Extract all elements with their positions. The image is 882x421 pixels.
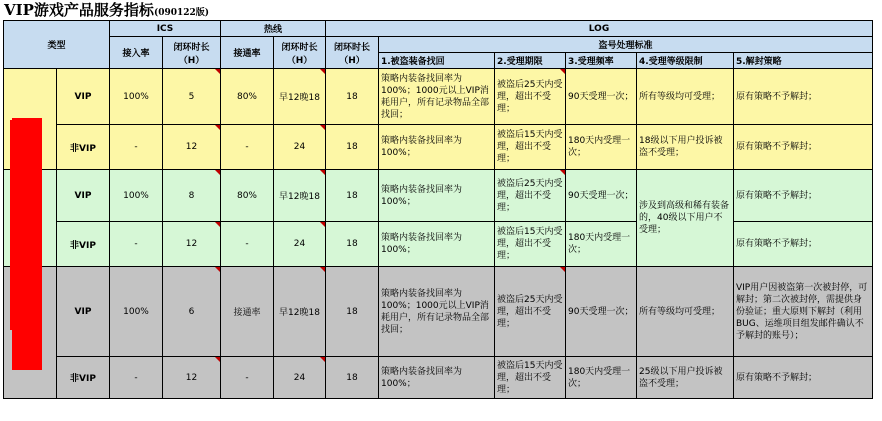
std5-cell: 原有策略不予解封；	[734, 125, 873, 170]
table-row	[4, 125, 873, 170]
std3-cell: 180天内受理一次；	[566, 222, 637, 267]
access-rate-cell: 100%	[110, 170, 163, 222]
std5-cell: 原有策略不予解封；	[734, 222, 873, 267]
header-connect-rate: 接通率	[221, 37, 274, 69]
connect-rate-cell: 80%	[221, 69, 274, 125]
std2-cell: 被盗后25天内受理，超出不受理；	[495, 170, 566, 222]
std3-cell: 180天内受理一次；	[566, 125, 637, 170]
hotline-hours-cell: 早12晚18	[274, 267, 326, 357]
access-rate-cell: -	[110, 125, 163, 170]
header-access-rate: 接入率	[110, 37, 163, 69]
table-row	[4, 170, 873, 222]
hotline-hours-cell: 早12晚18	[274, 170, 326, 222]
ics-hours-cell: 5	[163, 69, 221, 125]
std1-cell: 策略内装备找回率为100%；	[379, 170, 495, 222]
table-row	[4, 222, 873, 267]
log-hours-cell: 18	[326, 222, 379, 267]
header-std3: 3.受理频率	[566, 53, 637, 69]
access-rate-cell: -	[110, 357, 163, 399]
connect-rate-cell: -	[221, 125, 274, 170]
connect-rate-cell: -	[221, 357, 274, 399]
header-std5: 5.解封策略	[734, 53, 873, 69]
header-std4: 4.受理等级限制	[637, 53, 734, 69]
std2-cell: 被盗后15天内受理，超出不受理；	[495, 357, 566, 399]
ics-hours-cell: 12	[163, 125, 221, 170]
header-std2: 2.受理期限	[495, 53, 566, 69]
connect-rate-cell: 接通率	[221, 267, 274, 357]
document-title	[4, 0, 209, 20]
connect-rate-cell: -	[221, 222, 274, 267]
std4-cell: 25级以下用户投诉被盗不受理；	[637, 357, 734, 399]
std5-cell: VIP用户因被盗第一次被封停，可解封；第二次被封停，需提供身份验证；重大原则下解封（利用BUG、运维项目组发邮件确认不予解封的账号）；	[734, 267, 873, 357]
std4-cell: 所有等级均可受理；	[637, 69, 734, 125]
hotline-hours-cell: 早12晚18	[274, 69, 326, 125]
log-hours-cell: 18	[326, 357, 379, 399]
redaction-bar-edge	[10, 120, 13, 330]
log-hours-cell: 18	[326, 125, 379, 170]
std2-cell: 被盗后25天内受理，超出不受理；	[495, 69, 566, 125]
ics-hours-cell: 8	[163, 170, 221, 222]
table-row	[4, 69, 873, 125]
header-hotline: 热线	[221, 21, 326, 37]
title-version: (090122版)	[153, 8, 210, 18]
access-rate-cell: 100%	[110, 69, 163, 125]
connect-rate-cell: 80%	[221, 170, 274, 222]
table-row	[4, 357, 873, 399]
std2-cell: 被盗后15天内受理，超出不受理；	[495, 222, 566, 267]
header-type: 类型	[4, 21, 110, 69]
table-row	[4, 267, 873, 357]
std5-cell: 原有策略不予解封；	[734, 170, 873, 222]
access-rate-cell: 100%	[110, 267, 163, 357]
row-type: VIP	[57, 267, 110, 357]
std4-cell: 涉及到高级和稀有装备的，40级以下用户不受理；	[637, 170, 734, 267]
std2-cell: 被盗后25天内受理，超出不受理；	[495, 267, 566, 357]
std4-cell: 18级以下用户投诉被盗不受理；	[637, 125, 734, 170]
title-text: VIP游戏产品服务指标	[4, 1, 154, 19]
hotline-hours-cell: 24	[274, 357, 326, 399]
header-ics-close-loop: 闭环时长（H）	[163, 37, 221, 69]
std3-cell: 180天内受理一次；	[566, 357, 637, 399]
log-hours-cell: 18	[326, 267, 379, 357]
std2-cell: 被盗后15天内受理，超出不受理；	[495, 125, 566, 170]
std1-cell: 策略内装备找回率为100%；1000元以上VIP消耗用户，所有记录物品全部找回；	[379, 267, 495, 357]
log-hours-cell: 18	[326, 69, 379, 125]
header-log-close-loop: 闭环时长（H）	[326, 37, 379, 69]
std1-cell: 策略内装备找回率为100%；1000元以上VIP消耗用户，所有记录物品全部找回；	[379, 69, 495, 125]
access-rate-cell: -	[110, 222, 163, 267]
std4-cell: 所有等级均可受理；	[637, 267, 734, 357]
std3-cell: 90天受理一次；	[566, 170, 637, 222]
hotline-hours-cell: 24	[274, 222, 326, 267]
std1-cell: 策略内装备找回率为100%；	[379, 222, 495, 267]
log-hours-cell: 18	[326, 170, 379, 222]
service-metrics-table	[3, 20, 873, 399]
ics-hours-cell: 12	[163, 357, 221, 399]
row-type: 非VIP	[57, 357, 110, 399]
row-type: 非VIP	[57, 222, 110, 267]
header-hotline-close-loop: 闭环时长（H）	[274, 37, 326, 69]
row-type: VIP	[57, 170, 110, 222]
std3-cell: 90天受理一次；	[566, 267, 637, 357]
ics-hours-cell: 6	[163, 267, 221, 357]
std5-cell: 原有策略不予解封；	[734, 357, 873, 399]
row-type: VIP	[57, 69, 110, 125]
hotline-hours-cell: 24	[274, 125, 326, 170]
std1-cell: 策略内装备找回率为100%；	[379, 125, 495, 170]
header-theft-standard: 盗号处理标准	[379, 37, 873, 53]
row-type: 非VIP	[57, 125, 110, 170]
redaction-bar	[12, 118, 42, 370]
header-std1: 1.被盗装备找回	[379, 53, 495, 69]
std3-cell: 90天受理一次；	[566, 69, 637, 125]
header-ics: ICS	[110, 21, 221, 37]
ics-hours-cell: 12	[163, 222, 221, 267]
header-log: LOG	[326, 21, 873, 37]
std5-cell: 原有策略不予解封；	[734, 69, 873, 125]
std1-cell: 策略内装备找回率为100%；	[379, 357, 495, 399]
